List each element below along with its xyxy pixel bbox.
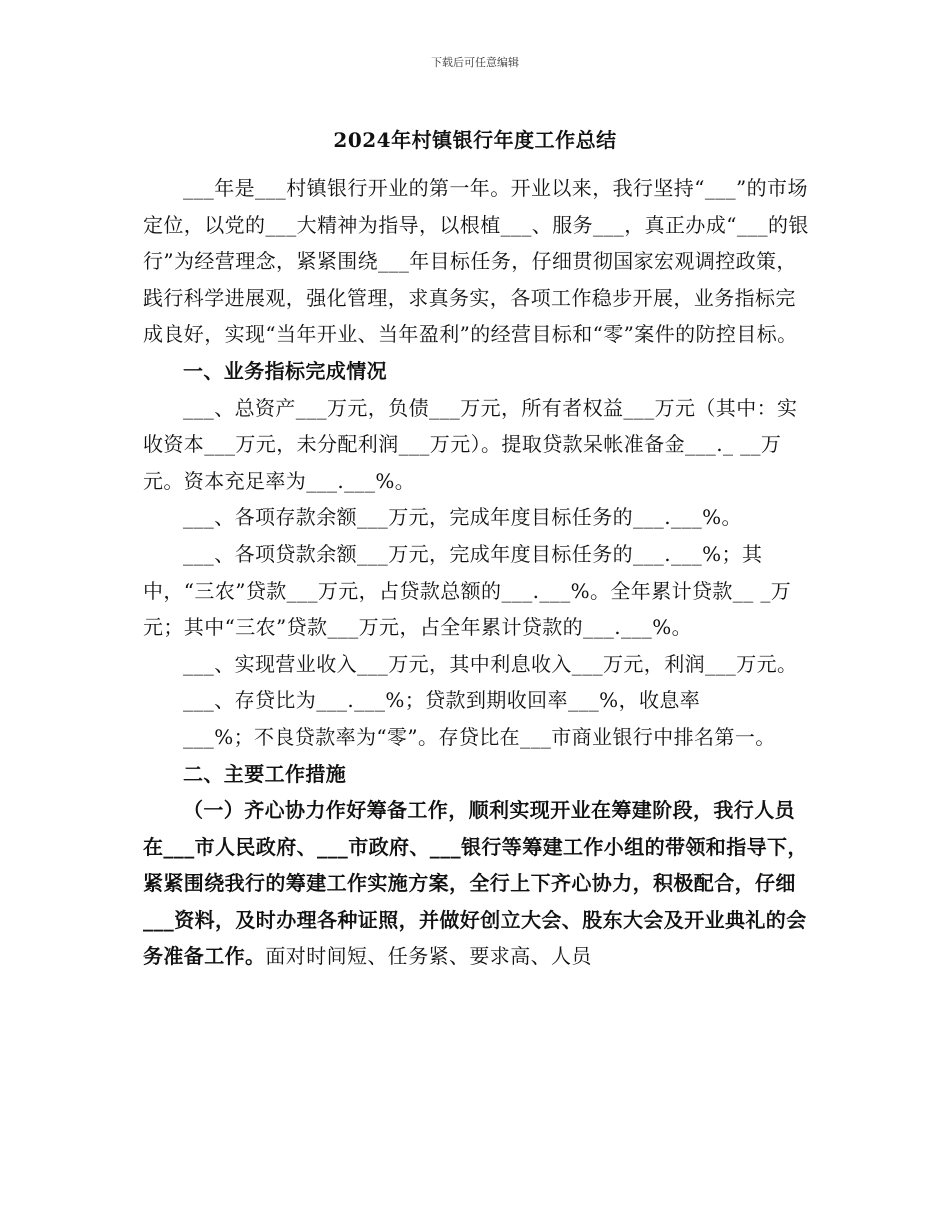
section2-bold-text: （一）齐心协力作好筹备工作，顺利实现开业在筹建阶段，我行人员在___市人民政府、___市政府、___银行等筹建工作小组的带领和指导下，紧紧围绕我行的筹建工作实施方案，全行上下齐心协力，积极配合，仔细___资料，及时办理各种证照，并做好创立大会、股东大会及开业典礼的会务准备工作。 — [143, 798, 808, 969]
section1-item-2: ___、各项存款余额___万元，完成年度目标任务的___.___%。 — [183, 505, 742, 530]
section2-heading: 二、主要工作措施 — [183, 761, 347, 786]
document-body — [143, 170, 815, 975]
section1-item-3: ___、各项贷款余额___万元，完成年度目标任务的___.___%；其中，“三农”贷款___万元，占贷款总额的___.___%。全年累计贷款__ _万元；其中“三农”贷款___万元，占全年累计贷款的___.___%。 — [143, 541, 792, 640]
section1-item-1: ___、总资产___万元，负债___万元，所有者权益___万元（其中：实收资本___万元，未分配利润___万元）。提取贷款呆帐准备金___._ __万元。资本充足率为___.___%。 — [143, 395, 798, 493]
section1-item-4: ___、实现营业收入___万元，其中利息收入___万元，利润___万元。 — [183, 651, 798, 676]
section1-item-5-line1: ___、存贷比为___.___%；贷款到期收回率___%，收息率 — [183, 688, 701, 713]
section2-normal-text: 面对时间短、任务紧、要求高、人员 — [265, 944, 592, 969]
intro-paragraph: ___年是___村镇银行开业的第一年。开业以来，我行坚持“___”的市场定位，以党的___大精神为指导，以根植___、服务___，真正办成“___的银行”为经营理念，紧紧围绕___年目标任务，仔细贯彻国家宏观调控政策，践行科学进展观，强化管理，求真务实，各项工作稳步开展，业务指标完成良好，实现“当年开业、当年盈利”的经营目标和“零”案件的防控目标。 — [143, 176, 809, 347]
header-note: 下载后可任意编辑 — [431, 56, 519, 69]
section1-item-5-line2: ___%；不良贷款率为“零”。存贷比在___市商业银行中排名第一。 — [183, 724, 776, 749]
section1-heading: 一、业务指标完成情况 — [183, 358, 387, 383]
section2-paragraph — [143, 792, 815, 975]
document-title: 2024年村镇银行年度工作总结 — [333, 128, 617, 152]
